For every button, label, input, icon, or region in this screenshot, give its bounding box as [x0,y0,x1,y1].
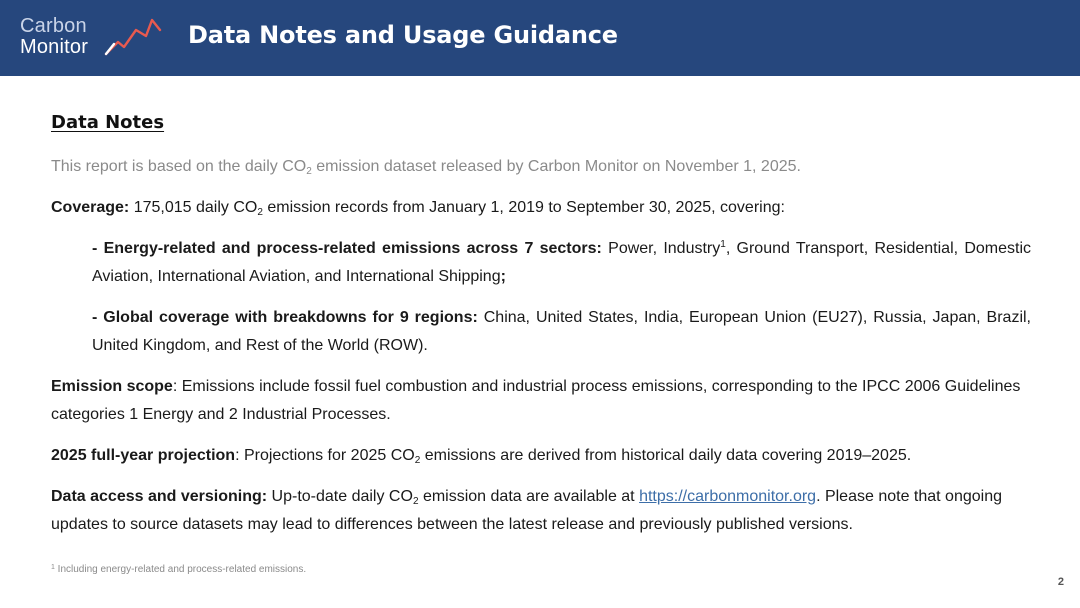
scope-paragraph: Emission scope: Emissions include fossil fuel combustion and industrial process emissions, corresponding to the IPCC 2006 Guidelines categories 1 Energy and 2 Industrial Processes. [51,378,1021,423]
footnote-ref: 1 [720,239,726,250]
coverage-paragraph: Coverage: 175,015 daily $CO_2$ emission records from January 1, 2019 to September 30, 2025, covering: [51,199,785,218]
access-paragraph: Data access and versioning: Up-to-date daily $CO_2$ emission data are available at https://carbonmonitor.org. Please note that ongoing updates to source datasets may lead to differences between the latest release and previously published versions. [51,488,1002,533]
header-bar [0,0,1080,76]
line-chart-icon [104,16,162,58]
coverage-label: Coverage: [51,199,130,216]
carbonmonitor-link[interactable]: https://carbonmonitor.org [639,488,817,505]
sectors-bullet: - Energy-related and process-related emissions across 7 sectors: Power, Industry$^1$, Ground Transport, Residential, Domestic Aviation, International Aviation, and International Shipping; [92,239,1032,285]
footnote: $^1$ Including energy-related and process-related emissions. [51,564,307,575]
page-number: 2 [1057,576,1064,588]
projection-label: 2025 full-year projection [51,447,236,464]
intro-paragraph: This report is based on the daily $CO_2$ emission dataset released by Carbon Monitor on November 1, 2025. [51,158,801,177]
sectors-label: - Energy-related and process-related emissions across 7 sectors: [92,240,602,257]
access-label: Data access and versioning: [51,488,268,505]
regions-label: - Global coverage with breakdowns for 9 regions: [92,309,478,326]
projection-paragraph: 2025 full-year projection: Projections for 2025 $CO_2$ emissions are derived from historical daily data covering 2019–2025. [51,447,912,466]
logo-text-monitor: Monitor [20,36,89,58]
carbon-monitor-logo[interactable] [20,14,165,60]
regions-bullet: - Global coverage with breakdowns for 9 regions: China, United States, India, European Union (EU27), Russia, Japan, Brazil, United Kingdom, and Rest of the World (ROW). [92,309,1032,354]
data-notes-section [51,112,1031,552]
logo-text-carbon: Carbon [20,15,87,37]
page-title: Data Notes and Usage Guidance [188,21,618,49]
scope-label: Emission scope [51,378,173,395]
section-heading: Data Notes [51,112,165,133]
